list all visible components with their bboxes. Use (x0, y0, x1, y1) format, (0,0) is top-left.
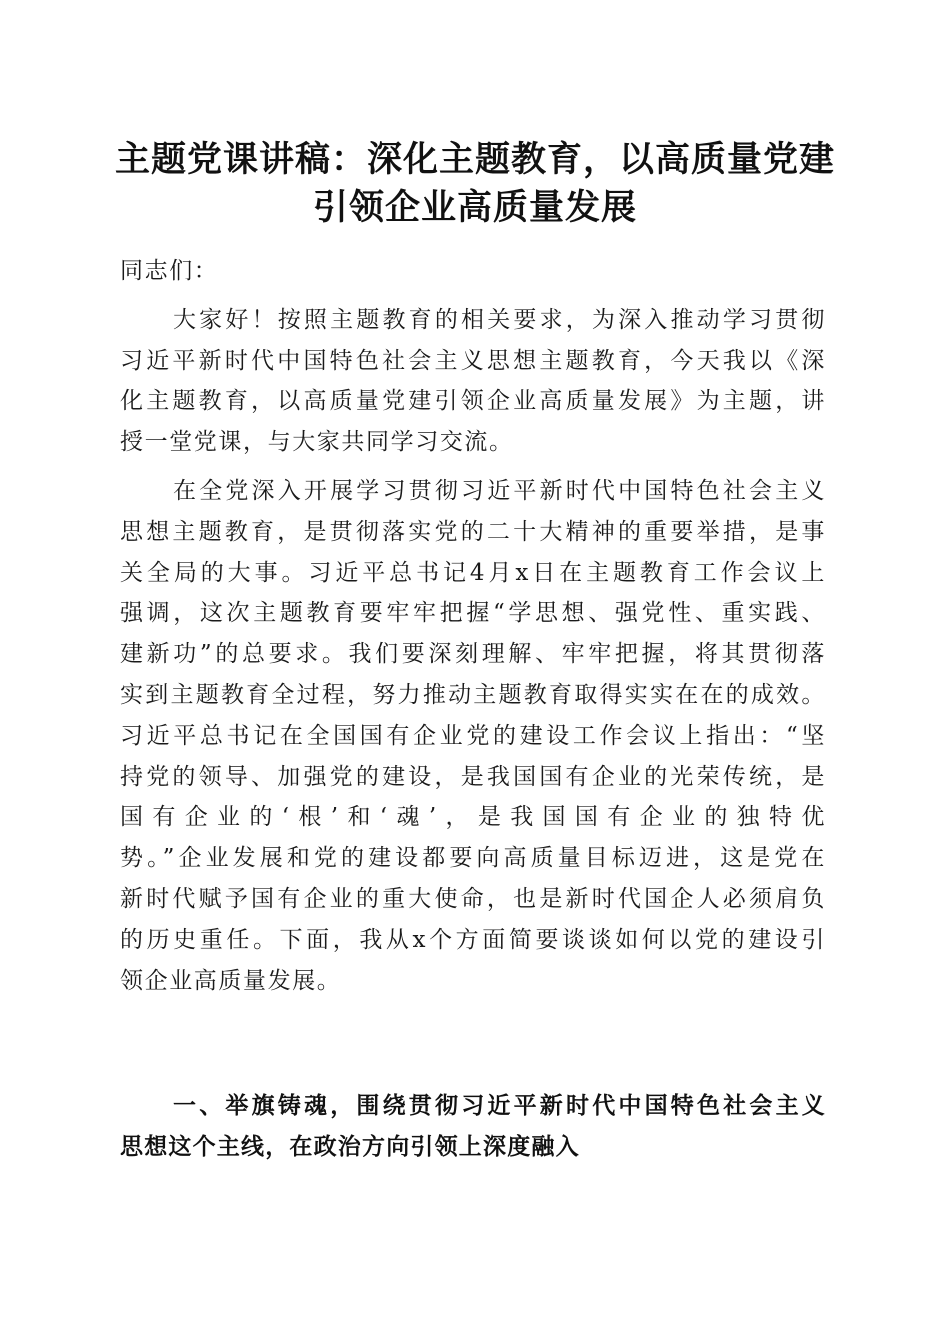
paragraph-1 (120, 300, 826, 463)
document-body (120, 251, 826, 1001)
text-line: 国有企业的‘根’和‘魂’，是我国国有企业的独特优 (120, 804, 826, 831)
heading-line: 一、举旗铸魂，围绕贯彻习近平新时代中国特色社会主义 (173, 1093, 826, 1119)
title-line: 引领企业高质量发展 (312, 187, 637, 228)
text-line: 领企业高质量发展。 (120, 967, 342, 994)
title-line: 主题党课讲稿：深化主题教育，以高质量党建 (114, 139, 835, 180)
text-line: 化主题教育，以高质量党建引领企业高质量发展》为主题，讲 (120, 388, 826, 415)
salutation: 同志们： (120, 258, 219, 284)
text-line: 新时代赋予国有企业的重大使命，也是新时代国企人必须肩负 (120, 885, 826, 912)
text-line: 势。”企业发展和党的建设都要向高质量目标迈进，这是党在 (120, 845, 826, 872)
section-heading-1 (120, 1084, 826, 1166)
heading-line: 思想这个主线，在政治方向引领上深度融入 (120, 1133, 580, 1160)
text-line: 的历史重任。下面，我从x个方面简要谈谈如何以党的建设引 (120, 926, 826, 953)
text-line: 在全党深入开展学习贯彻习近平新时代中国特色社会主义 (173, 477, 826, 504)
text-line: 关全局的大事。习近平总书记4月x日在主题教育工作会议上 (120, 559, 826, 586)
text-line: 实到主题教育全过程，努力推动主题教育取得实实在在的成效。 (120, 681, 826, 708)
text-line: 思想主题教育，是贯彻落实党的二十大精神的重要举措，是事 (120, 518, 826, 545)
document-title (100, 136, 850, 232)
text-line: 持党的领导、加强党的建设，是我国国有企业的光荣传统，是 (120, 763, 826, 790)
text-line: 大家好！按照主题教育的相关要求，为深入推动学习贯彻 (173, 306, 826, 333)
text-line: 习近平新时代中国特色社会主义思想主题教育，今天我以《深 (120, 347, 826, 374)
text-line: 强调，这次主题教育要牢牢把握“学思想、强党性、重实践、 (120, 600, 826, 627)
paragraph-2 (120, 471, 826, 1001)
text-line: 建新功”的总要求。我们要深刻理解、牢牢把握，将其贯彻落 (120, 641, 826, 668)
text-line: 习近平总书记在全国国有企业党的建设工作会议上指出：“坚 (120, 722, 826, 749)
text-line: 授一堂党课，与大家共同学习交流。 (120, 429, 514, 456)
